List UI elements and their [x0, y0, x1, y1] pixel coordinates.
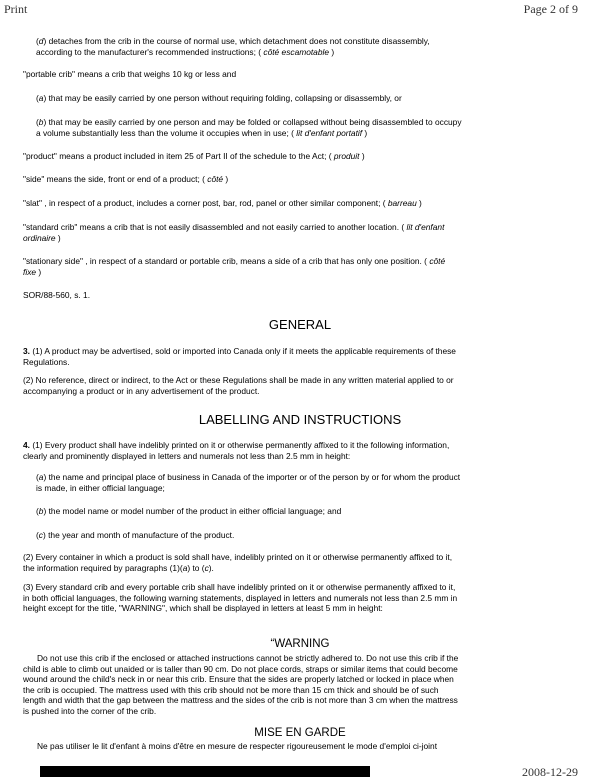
definition-portable-crib: "portable crib" means a crib that weighs 10 kg or less and — [23, 69, 237, 79]
definition-d-item: (d) detaches from the crib in the course of normal use, which detachment does not constitute disassembly, according to the manufacturer's recommended instructions; ( côté escamotable ) — [36, 36, 430, 57]
section-4-1-a: (a) the name and principal place of business in Canada of the importer or of the person by or for whom the product is made, in either official language; — [36, 472, 461, 493]
page-number: Page 2 of 9 — [523, 2, 578, 16]
section-3-1: 3. (1) A product may be advertised, sold or imported into Canada only if it meets the applicable requirements of these Regulations. — [23, 346, 456, 367]
citation: SOR/88-560, s. 1. — [23, 290, 91, 300]
definition-side: "side" means the side, front or end of a product; ( côté ) — [23, 174, 229, 184]
warning-heading: “WARNING — [270, 638, 330, 650]
warning-text: Do not use this crib if the enclosed or attached instructions cannot be strictly adhered to. Do not use this crib if the child is able to climb out unaided or is taller than 90 cm. Do not place cords, straps or similar items that could become wound around the child's neck in or near this crib. Ensure that the sides are properly latched or locked in place when the crib is occupied. The mattress used with this crib should not be more than 15 cm thick and should be of such length and width that the gap between the mattress and the sides of the crib is not more than 3 cm when the mattress is pushed into the corner of the crib. — [23, 653, 459, 716]
section-4-1: 4. (1) Every product shall have indelibly printed on it or otherwise permanently affixed to it the following information, clearly and prominently displayed in letters and numerals not less than 2.5 mm in height: — [23, 440, 450, 461]
mise-en-garde-text: Ne pas utiliser le lit d'enfant à moins d'être en mesure de respecter rigoureusement le mode d'emploi ci-joint — [37, 741, 438, 751]
definition-portable-b: (b) that may be easily carried by one person and may be folded or collapsed without being disassembled to occupy a volume substantially less than the volume it occupies when in use; ( lit d'enfant portatif ) — [36, 117, 462, 138]
labelling-heading: LABELLING AND INSTRUCTIONS — [198, 412, 402, 427]
definition-portable-a: (a) that may be easily carried by one person without requiring folding, collapsing or disassembly, or — [36, 93, 402, 103]
definition-stationary-side: "stationary side" , in respect of a standard or portable crib, means a side of a crib that has only one position. ( côté fixe ) — [23, 256, 446, 277]
print-header-label: Print — [4, 2, 28, 16]
mise-en-garde-heading: MISE EN GARDE — [254, 727, 346, 739]
definition-standard-crib: "standard crib" means a crib that is not easily disassembled and not easily carried to another location. ( lit d'enfant ordinaire ) — [23, 222, 445, 243]
general-heading: GENERAL — [268, 317, 332, 332]
print-date: 2008-12-29 — [522, 765, 578, 779]
section-4-2: (2) Every container in which a product is sold shall have, indelibly printed on it or otherwise permanently affixed to it, the information required by paragraphs (1)(a) to (c). — [23, 552, 453, 573]
redacted-url-bar — [40, 766, 370, 777]
section-4-3: (3) Every standard crib and every portable crib shall have indelibly printed on it or otherwise permanently affixed to it, in both official languages, the following warning statements, displayed in letters and numerals not less than 2.5 mm in height except for the title, "WARNING", which shall be displayed in letters at least 5 mm in height: — [23, 582, 458, 614]
section-4-1-c: (c) the year and month of manufacture of the product. — [36, 530, 235, 540]
section-3-2: (2) No reference, direct or indirect, to the Act or these Regulations shall be made in any written material applied to or accompanying a product or in any advertisement of the product. — [23, 375, 454, 396]
section-4-1-b: (b) the model name or model number of the product in either official language; and — [36, 506, 342, 516]
definition-slat: "slat" , in respect of a product, includes a corner post, bar, rod, panel or other similar component; ( barreau ) — [23, 198, 422, 208]
definition-product: "product" means a product included in item 25 of Part II of the schedule to the Act; ( produit ) — [23, 151, 365, 161]
